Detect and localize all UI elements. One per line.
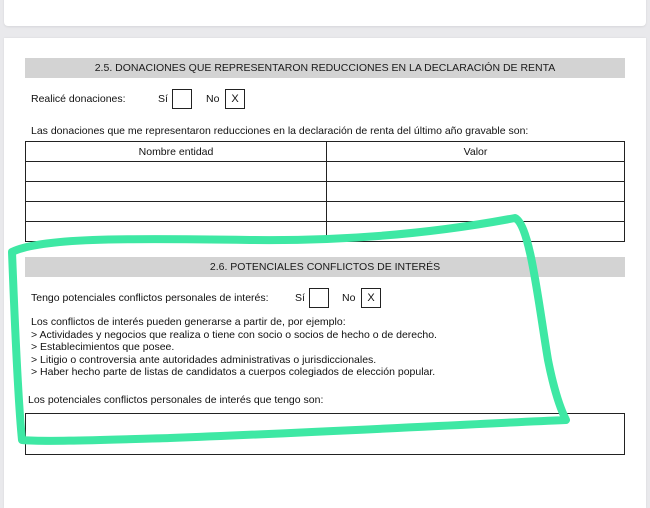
table-header-row <box>26 142 625 162</box>
conflicts-answer-box[interactable] <box>25 413 625 455</box>
examples-intro: Los conflictos de interés pueden generarse a partir de, por ejemplo: <box>31 316 346 328</box>
donations-table-intro: Las donaciones que me representaron reducciones en la declaración de renta del último año gravable son: <box>31 125 529 137</box>
table-cell[interactable] <box>327 202 625 222</box>
column-header-value: Valor <box>327 142 625 162</box>
donations-question: Realicé donaciones: <box>31 93 126 105</box>
list-item: > Establecimientos que posee. <box>31 341 175 353</box>
donations-yes-checkbox[interactable] <box>172 89 192 109</box>
donations-no-checkbox[interactable]: X <box>225 89 245 109</box>
table-row <box>26 222 625 242</box>
table-row <box>26 202 625 222</box>
table-cell[interactable] <box>327 222 625 242</box>
column-header-entity: Nombre entidad <box>26 142 327 162</box>
donations-yes-label: Sí <box>158 93 168 105</box>
section-2-6-header: 2.6. POTENCIALES CONFLICTOS DE INTERÉS <box>25 257 625 277</box>
table-cell[interactable] <box>327 182 625 202</box>
donations-no-label: No <box>206 93 220 105</box>
list-item: > Haber hecho parte de listas de candidatos a cuerpos colegiados de elección popular. <box>31 366 436 378</box>
section-2-5-header: 2.5. DONACIONES QUE REPRESENTARON REDUCCIONES EN LA DECLARACIÓN DE RENTA <box>25 58 625 78</box>
table-row <box>26 162 625 182</box>
table-cell[interactable] <box>26 202 327 222</box>
conflicts-yes-checkbox[interactable] <box>309 288 329 308</box>
list-item: > Litigio o controversia ante autoridades administrativas o jurisdiccionales. <box>31 353 377 366</box>
conflicts-question: Tengo potenciales conflictos personales de interés: <box>31 292 269 304</box>
conflicts-yes-label: Sí <box>295 292 305 304</box>
table-cell[interactable] <box>26 182 327 202</box>
table-cell[interactable] <box>26 222 327 242</box>
conflicts-examples <box>31 316 437 379</box>
conflicts-answer-intro: Los potenciales conflictos personales de interés que tengo son: <box>28 394 324 406</box>
conflicts-no-label: No <box>342 292 356 304</box>
previous-page-edge <box>4 0 646 26</box>
list-item: > Actividades y negocios que realiza o tiene con socio o socios de hecho o de derecho. <box>31 328 437 341</box>
table-cell[interactable] <box>327 162 625 182</box>
table-row <box>26 182 625 202</box>
table-cell[interactable] <box>26 162 327 182</box>
donations-table <box>25 141 625 242</box>
conflicts-no-checkbox[interactable]: X <box>361 288 381 308</box>
